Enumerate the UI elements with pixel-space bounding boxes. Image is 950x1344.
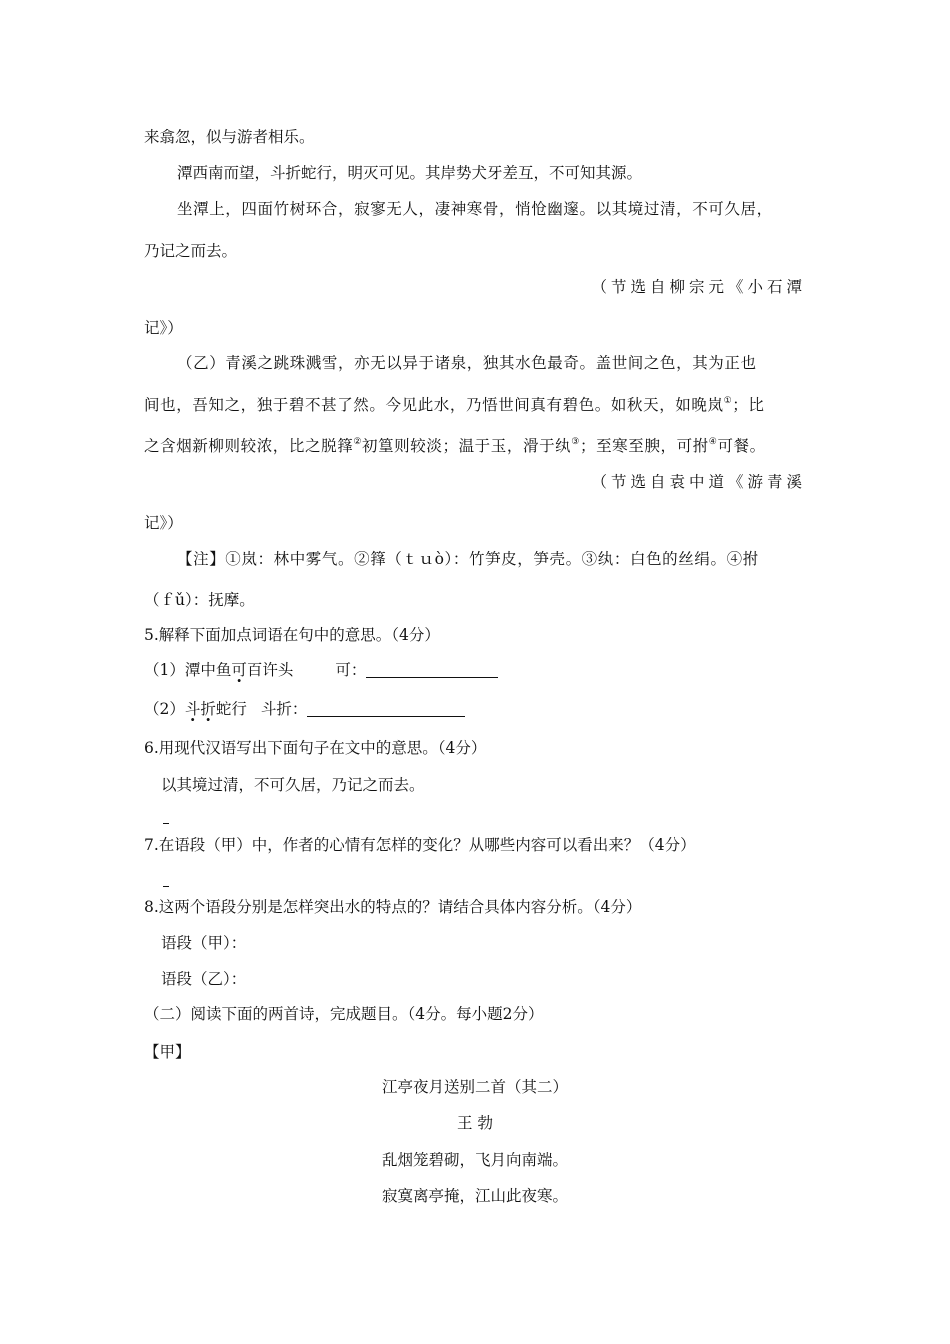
- passage-jia-source-end: 记》）: [144, 319, 183, 337]
- passage-yi-line-3-a: 之含烟新柳则较浓，比之脱箨: [144, 437, 354, 455]
- q5-item2-dotted-word-1: 斗: [184, 700, 201, 718]
- passage-yi-source: （节选自袁中道《游青溪: [591, 473, 806, 491]
- passage-yi-line-3-b: 初篁则较淡；温于玉，滑于纨: [361, 437, 572, 455]
- q5-item1-prefix: （1）潭中鱼: [144, 661, 232, 679]
- footnote-marker-2: ②: [353, 437, 362, 447]
- passage-yi-line-3: [144, 436, 766, 456]
- notes-line-2: （ｆǔ）：抚摩。: [144, 591, 255, 609]
- q5-item1-dotted-word: 可: [231, 661, 247, 679]
- passage-yi-line-1: （乙）青溪之跳珠溅雪，亦无以异于诸泉，独其水色最奇。盖世间之色，其为正也: [177, 354, 757, 372]
- q5-item2-suffix: 蛇行: [215, 700, 247, 718]
- q5-item2-answer-blank[interactable]: [307, 700, 465, 717]
- passage-yi-line-2: [144, 395, 764, 415]
- q5-item1-suffix: 百许头: [246, 661, 294, 679]
- poem-line-1: 乱烟笼碧砌，飞月向南端。: [381, 1151, 568, 1169]
- passage-jia-line-2: 潭西南而望，斗折蛇行，明灭可见。其岸势犬牙差互，不可知其源。: [177, 164, 643, 182]
- answer-line-mark[interactable]: [163, 823, 169, 824]
- passage-jia-line-3: 坐潭上，四面竹树环合，寂寥无人，凄神寒骨，悄怆幽邃。以其境过清，不可久居，: [177, 200, 773, 218]
- q5-item1-answer-blank[interactable]: [366, 661, 498, 678]
- question-5-item-2: [144, 699, 465, 719]
- footnote-marker-4: ④: [708, 437, 718, 447]
- poem-author: 王 勃: [457, 1114, 493, 1132]
- passage-jia-line-1: 来翕忽，似与游者相乐。: [144, 128, 315, 146]
- passage-yi-source-end: 记》）: [144, 514, 183, 532]
- footnote-marker-1: ①: [723, 396, 733, 406]
- section-2-jia-label: 【甲】: [144, 1043, 191, 1061]
- question-5-title: 5.解释下面加点词语在句中的意思。（4分）: [144, 626, 440, 644]
- answer-line-mark[interactable]: [163, 886, 169, 887]
- notes-line-1: 【注】①岚：林中雾气。②箨（ｔｕò）：竹笋皮，笋壳。③纨：白色的丝绢。④拊: [177, 550, 759, 568]
- question-8-title: 8.这两个语段分别是怎样突出水的特点的？请结合具体内容分析。（4分）: [144, 898, 642, 916]
- passage-yi-line-3-d: 可餐。: [717, 437, 766, 455]
- poem-line-2: 寂寞离亭掩，江山此夜寒。: [381, 1187, 568, 1205]
- q5-item2-label: 斗折：: [260, 700, 308, 718]
- q5-item1-label: 可：: [335, 661, 367, 679]
- passage-jia-line-4: 乃记之而去。: [144, 242, 238, 260]
- question-8-yi-label: 语段（乙）：: [161, 970, 247, 988]
- passage-jia-source: （节选自柳宗元《小石潭: [591, 278, 806, 296]
- poem-title: 江亭夜月送别二首（其二）: [381, 1078, 568, 1096]
- q5-item2-prefix: （2）: [144, 700, 185, 718]
- question-8-jia-label: 语段（甲）：: [161, 934, 247, 952]
- q5-item2-dotted-word-2: 折: [200, 700, 216, 718]
- question-6-title: 6.用现代汉语写出下面句子在文中的意思。（4分）: [144, 739, 487, 757]
- section-2-title: （二）阅读下面的两首诗，完成题目。（4分。每小题2分）: [144, 1005, 544, 1023]
- footnote-marker-3: ③: [571, 437, 580, 447]
- passage-yi-line-3-c: ；至寒至腴，可拊: [579, 437, 709, 455]
- passage-yi-line-2-text: 间也，吾知之，独于碧不甚了然。今见此水，乃悟世间真有碧色。如秋天，如晚岚: [144, 396, 724, 414]
- passage-yi-line-2-end: ；比: [732, 396, 765, 414]
- question-7-title: 7.在语段（甲）中，作者的心情有怎样的变化？从哪些内容可以看出来？（4分）: [144, 836, 696, 854]
- question-5-item-1: [144, 660, 498, 680]
- question-6-sentence: 以其境过清，不可久居，乃记之而去。: [161, 776, 425, 794]
